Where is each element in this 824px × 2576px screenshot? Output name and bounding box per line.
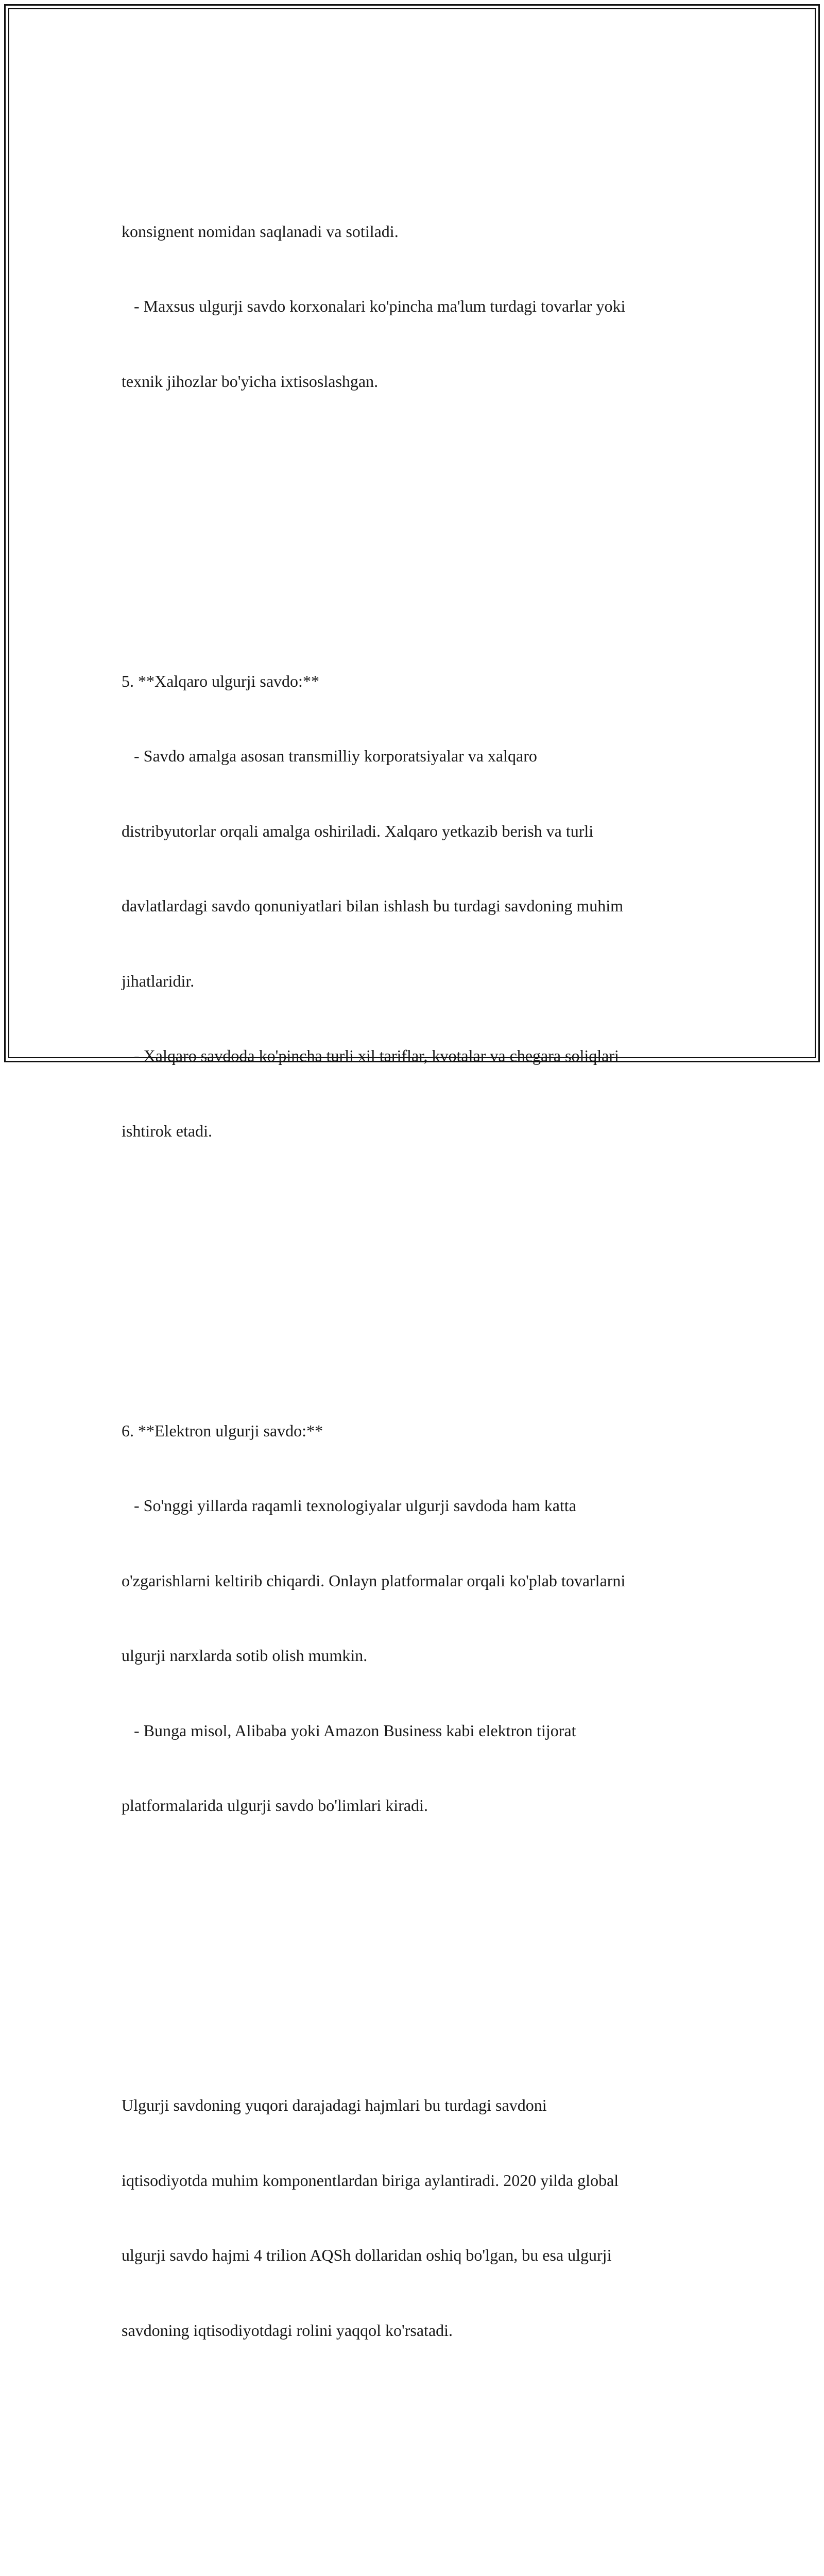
text-line: - Savdo amalga asosan transmilliy korporatsiyalar va xalqaro [122,743,719,769]
text-line: jihatlaridir. [122,969,719,994]
text-line: - Bunga misol, Alibaba yoki Amazon Business kabi elektron tijorat [122,1718,719,1743]
paragraph-spacer [122,2443,719,2468]
text-line: iqtisodiyotda muhim komponentlardan biriga aylantiradi. 2020 yilda global [122,2168,719,2193]
section-electronic-wholesale [122,1368,719,1868]
text-line: ulgurji narxlarda sotib olish mumkin. [122,1643,719,1668]
text-line: platformalarida ulgurji savdo bo'limlari kiradi. [122,1793,719,1818]
paragraph-wholesale-volume [122,2043,719,2393]
document-body [122,94,719,2576]
text-line: konsignent nomidan saqlanadi va sotiladi. [122,219,719,244]
paragraph-consignment-continued [122,169,719,444]
text-line: ulgurji savdo hajmi 4 trilion AQSh dollaridan oshiq bo'lgan, bu esa ulgurji [122,2243,719,2268]
text-line: ishtirok etadi. [122,1118,719,1144]
text-line: savdoning iqtisodiyotdagi rolini yaqqol ko'rsatadi. [122,2318,719,2343]
paragraph-spacer [122,494,719,519]
section-international-wholesale [122,619,719,1194]
text-line: Ulgurji savdoning yuqori darajadagi hajmlari bu turdagi savdoni [122,2093,719,2118]
section-heading: 5. **Xalqaro ulgurji savdo:** [122,669,719,694]
text-line: distribyutorlar orqali amalga oshiriladi. Xalqaro yetkazib berish va turli [122,819,719,844]
text-line: - So'nggi yillarda raqamli texnologiyalar ulgurji savdoda ham katta [122,1493,719,1518]
text-line: texnik jihozlar bo'yicha ixtisoslashgan. [122,369,719,394]
text-line: o'zgarishlarni keltirib chiqardi. Onlayn platformalar orqali ko'plab tovarlarni [122,1568,719,1594]
paragraph-spacer [122,1918,719,1943]
paragraph-retail-share [122,2568,719,2576]
text-line: - Maxsus ulgurji savdo korxonalari ko'pincha ma'lum turdagi tovarlar yoki [122,294,719,319]
text-line: - Xalqaro savdoda ko'pincha turli xil tariflar, kvotalar va chegara soliqlari [122,1043,719,1069]
paragraph-spacer [122,1243,719,1268]
text-line: davlatlardagi savdo qonuniyatlari bilan ishlash bu turdagi savdoning muhim [122,893,719,919]
section-heading: 6. **Elektron ulgurji savdo:** [122,1418,719,1444]
